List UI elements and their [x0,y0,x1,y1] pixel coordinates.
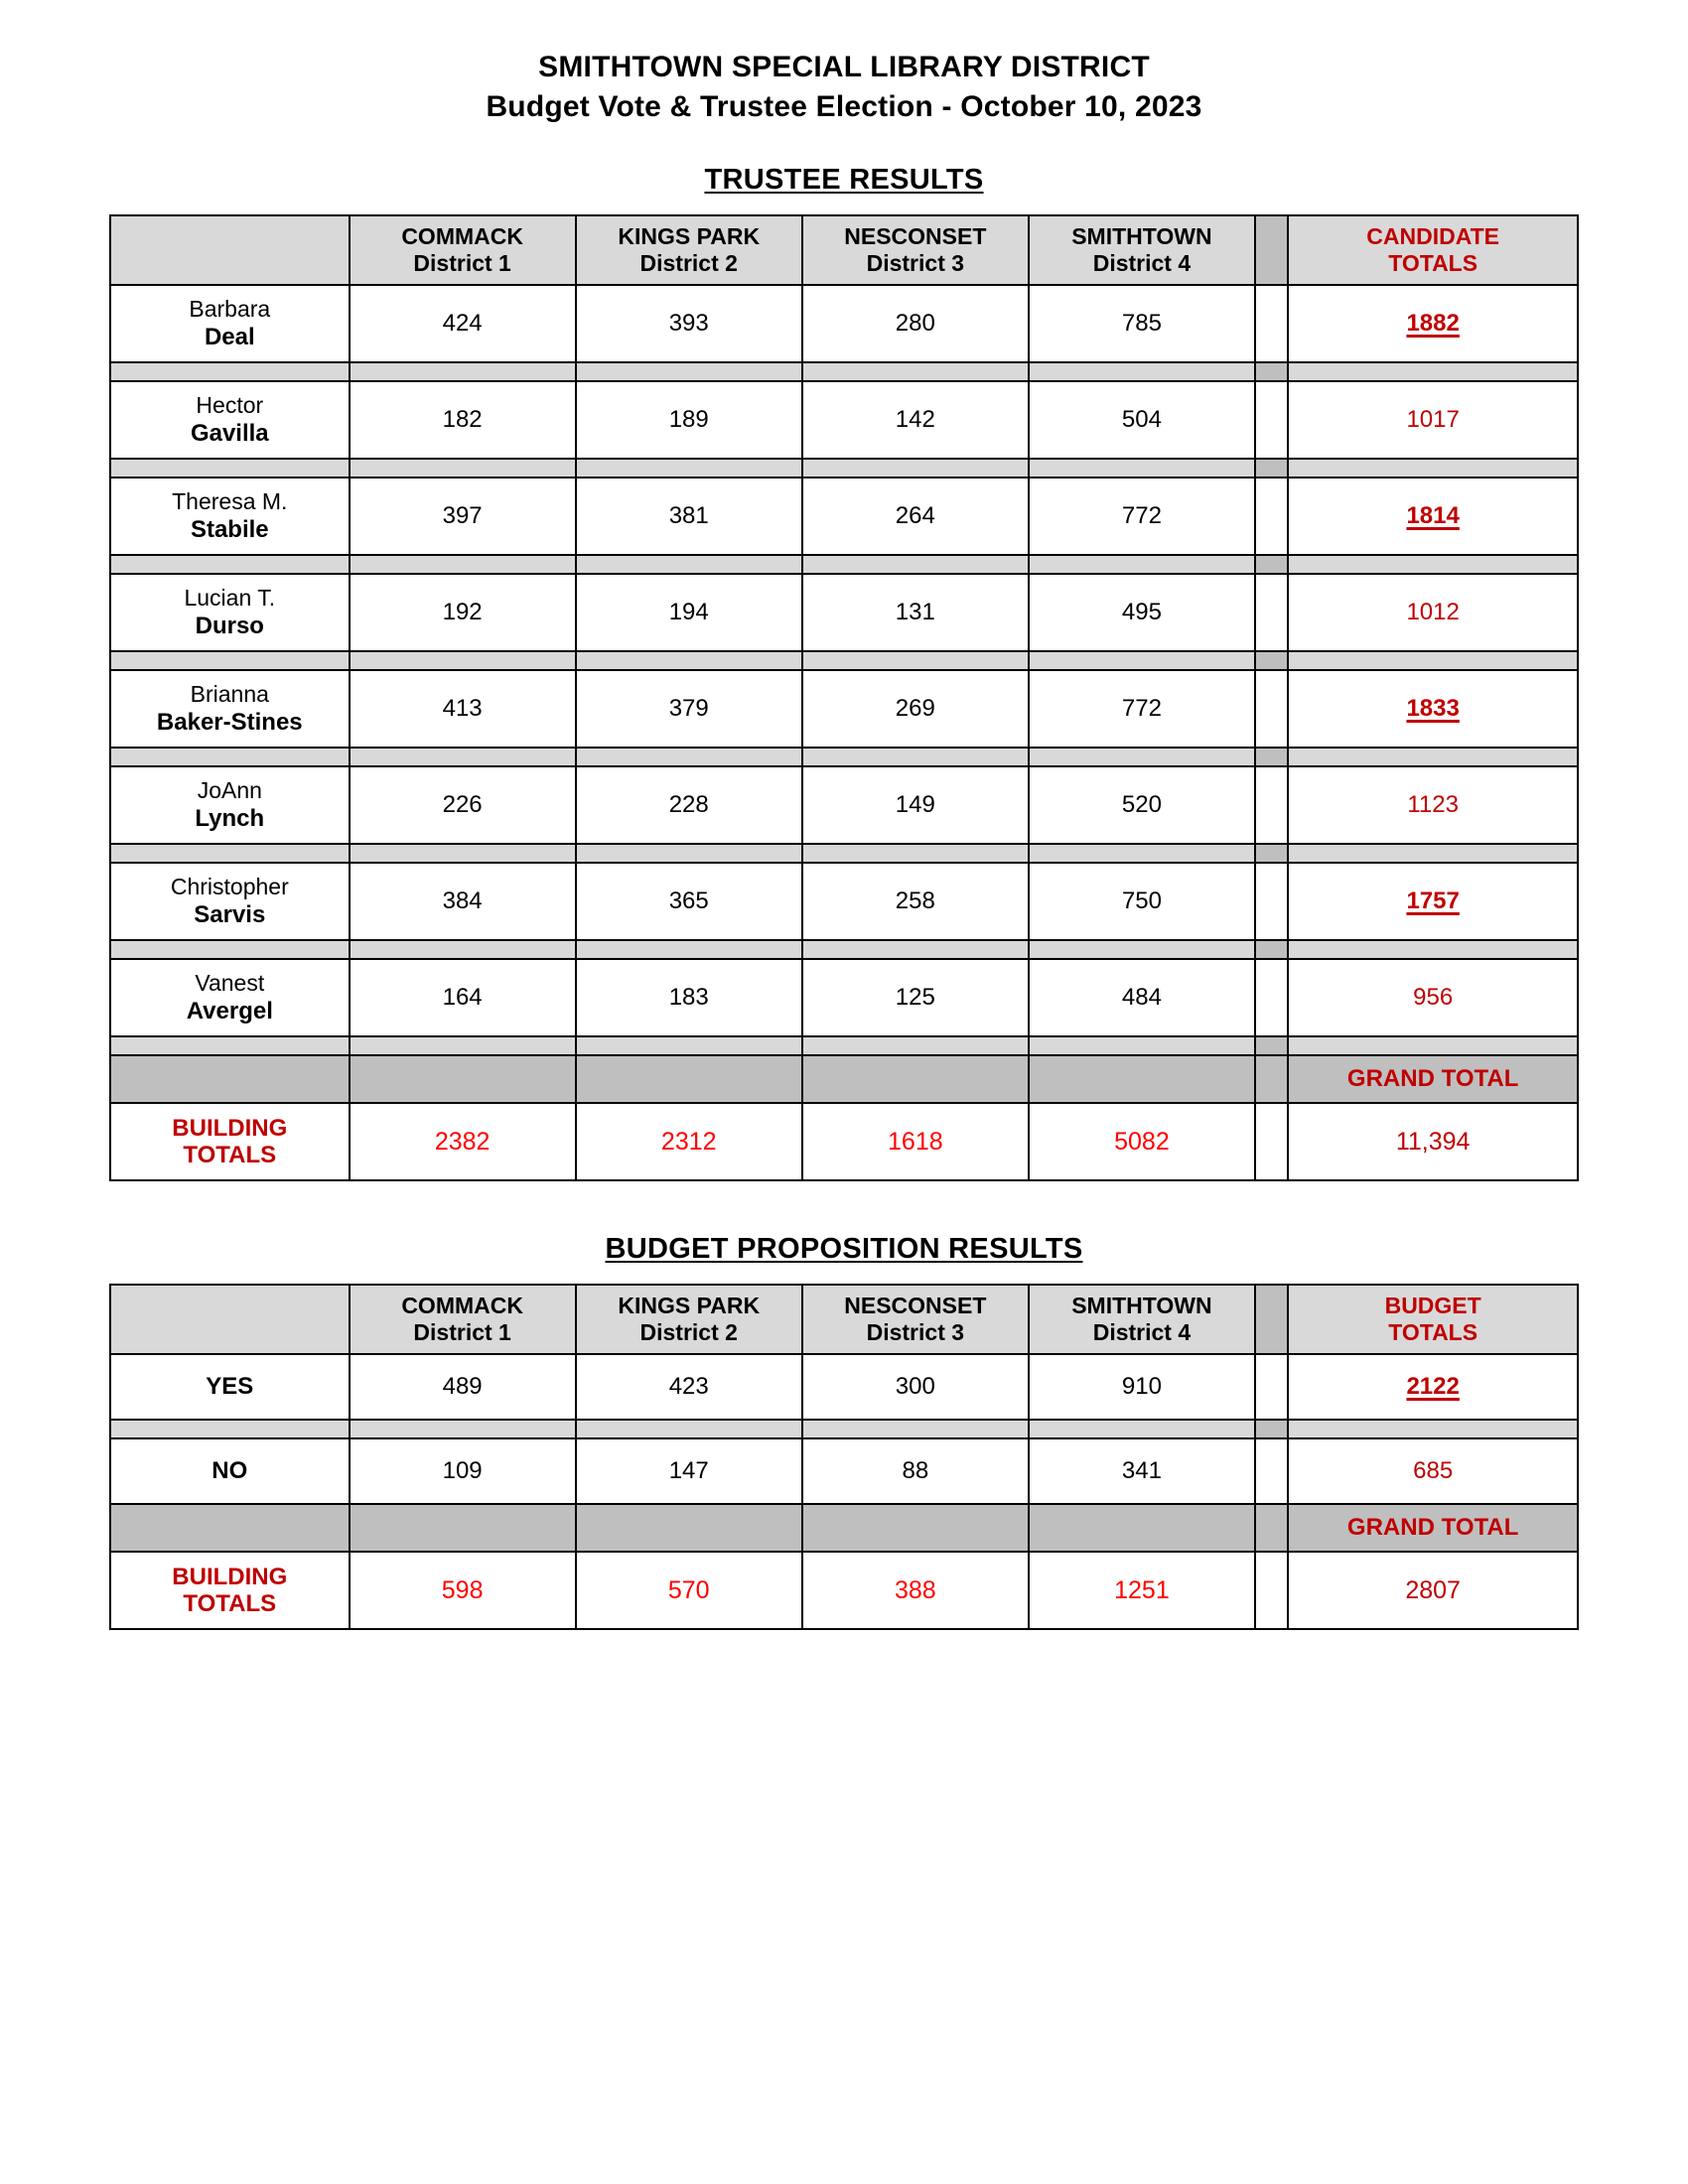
spacer-column-cell [1255,381,1288,459]
building-totals-label [110,1103,350,1180]
vote-count-d3: 125 [802,959,1029,1036]
separator-cell [576,1036,802,1055]
trustee-section-title: TRUSTEE RESULTS [704,164,984,197]
column-name: COMMACK [401,223,523,250]
spacer-column-cell [1255,478,1288,555]
separator-cell [802,844,1029,863]
vote-count-d3: 264 [802,478,1029,555]
building-total-d4: 5082 [1029,1103,1255,1180]
separator-cell [350,1420,576,1438]
candidate-first-name: JoAnn [197,776,262,803]
budget-header-kings-park [576,1285,802,1354]
candidate-name [110,285,350,362]
budget-header-budget-totals [1288,1285,1578,1354]
vote-count-d3: 258 [802,863,1029,940]
candidate-last-name: Deal [204,323,255,350]
grand-band-spacer [1255,1504,1288,1552]
separator-cell [576,459,802,478]
spacer-column-cell [1255,959,1288,1036]
separator-cell [110,1036,350,1055]
candidate-first-name: Lucian T. [184,584,276,611]
budget-header-blank [110,1285,350,1354]
separator-cell [1029,1036,1255,1055]
candidate-total: 1012 [1288,574,1578,651]
budget-total [1288,1354,1578,1420]
separator-cell [1029,844,1255,863]
vote-count-d3: 269 [802,670,1029,748]
candidate-first-name: Vanest [195,969,265,996]
separator-cell [576,1420,802,1438]
grand-band-spacer [1255,1055,1288,1103]
separator-cell [350,1036,576,1055]
grand-band-cell [802,1055,1029,1103]
building-total-d2: 2312 [576,1103,802,1180]
row-separator [110,362,1578,381]
column-district: District 1 [413,1319,511,1346]
separator-cell [576,748,802,766]
budget-building-totals-row [110,1552,1578,1629]
vote-count-d1: 226 [350,766,576,844]
vote-count-d1: 397 [350,478,576,555]
separator-cell [1288,844,1578,863]
separator-spacer [1255,844,1288,863]
column-name: NESCONSET [844,223,987,250]
spacer-column-header [1255,1285,1288,1354]
candidate-name [110,574,350,651]
spacer-column-cell [1255,670,1288,748]
vote-count-d4: 495 [1029,574,1255,651]
vote-count-d1: 413 [350,670,576,748]
budget-results-table [109,1284,1579,1630]
separator-cell [576,844,802,863]
candidate-last-name: Durso [195,612,264,639]
grand-total-label: GRAND TOTAL [1288,1504,1578,1552]
vote-count-d3: 149 [802,766,1029,844]
separator-cell [350,459,576,478]
separator-cell [110,459,350,478]
separator-cell [802,1036,1029,1055]
spacer-column-cell [1255,574,1288,651]
trustee-header-row [110,215,1578,285]
vote-count-d2: 147 [576,1438,802,1504]
vote-count-d4: 504 [1029,381,1255,459]
table-row [110,381,1578,459]
candidate-total [1288,670,1578,748]
trustee-header-smithtown [1029,215,1255,285]
separator-cell [1029,651,1255,670]
column-name: BUDGET [1384,1293,1481,1319]
table-row [110,670,1578,748]
row-separator [110,459,1578,478]
vote-count-d2: 379 [576,670,802,748]
separator-cell [1029,1420,1255,1438]
vote-count-d4: 750 [1029,863,1255,940]
vote-count-d2: 183 [576,959,802,1036]
candidate-first-name: Barbara [189,295,271,322]
vote-count-d3: 142 [802,381,1029,459]
separator-cell [110,651,350,670]
spacer-column-header [1255,215,1288,285]
vote-count-d3: 131 [802,574,1029,651]
candidate-total: 1123 [1288,766,1578,844]
building-total-d1: 598 [350,1552,576,1629]
candidate-total-value: 1757 [1406,887,1460,915]
separator-cell [1288,940,1578,959]
separator-cell [1288,1420,1578,1438]
vote-count-d2: 228 [576,766,802,844]
trustee-table-wrapper [109,214,1579,1181]
vote-count-d4: 772 [1029,670,1255,748]
vote-count-d1: 182 [350,381,576,459]
table-row [110,1354,1578,1420]
vote-count-d1: 489 [350,1354,576,1420]
trustee-header-nesconset [802,215,1029,285]
vote-count-d2: 393 [576,285,802,362]
candidate-last-name: Avergel [186,997,273,1024]
column-district: District 3 [866,250,965,277]
vote-count-d4: 520 [1029,766,1255,844]
table-row [110,1438,1578,1504]
vote-count-d3: 280 [802,285,1029,362]
candidate-name [110,863,350,940]
column-name: COMMACK [401,1293,523,1319]
table-row [110,574,1578,651]
trustee-grand-total-band [110,1055,1578,1103]
budget-header-nesconset [802,1285,1029,1354]
column-district: District 2 [639,1319,738,1346]
grand-band-cell [350,1504,576,1552]
separator-cell [1029,362,1255,381]
candidate-total: 1017 [1288,381,1578,459]
candidate-first-name: Hector [196,391,264,418]
trustee-grand-total-value: 11,394 [1288,1103,1578,1180]
candidate-total [1288,478,1578,555]
separator-cell [110,940,350,959]
separator-cell [350,362,576,381]
column-district: District 3 [866,1319,965,1346]
row-separator [110,651,1578,670]
trustee-results-table [109,214,1579,1181]
separator-cell [802,651,1029,670]
budget-header-row [110,1285,1578,1354]
separator-cell [1288,748,1578,766]
grand-band-cell [576,1504,802,1552]
candidate-first-name: Theresa M. [172,487,288,514]
candidate-name [110,766,350,844]
grand-band-cell [350,1055,576,1103]
candidate-name [110,959,350,1036]
candidate-total-value: 1833 [1406,695,1460,723]
vote-count-d4: 785 [1029,285,1255,362]
separator-cell [802,555,1029,574]
candidate-total [1288,863,1578,940]
trustee-header-kings-park [576,215,802,285]
row-separator [110,844,1578,863]
spacer-column-cell [1255,1552,1288,1629]
budget-section-title: BUDGET PROPOSITION RESULTS [605,1233,1083,1266]
row-separator [110,555,1578,574]
vote-count-d2: 365 [576,863,802,940]
budget-table-wrapper [109,1284,1579,1630]
vote-count-d3: 88 [802,1438,1029,1504]
budget-header-smithtown [1029,1285,1255,1354]
page-subtitle: Budget Vote & Trustee Election - October 10, 2023 [486,89,1202,123]
spacer-column-cell [1255,766,1288,844]
trustee-header-candidate-totals [1288,215,1578,285]
candidate-first-name: Brianna [190,680,269,707]
candidate-first-name: Christopher [170,873,289,899]
building-totals-label-line2: TOTALS [183,1590,277,1618]
separator-cell [802,940,1029,959]
vote-option-label: YES [110,1354,350,1420]
vote-count-d2: 194 [576,574,802,651]
separator-cell [1288,651,1578,670]
vote-count-d2: 189 [576,381,802,459]
separator-spacer [1255,1420,1288,1438]
candidate-name [110,670,350,748]
candidate-last-name: Stabile [190,515,269,543]
separator-spacer [1255,651,1288,670]
separator-cell [1288,459,1578,478]
separator-spacer [1255,459,1288,478]
vote-count-d1: 164 [350,959,576,1036]
building-totals-label-line1: BUILDING [172,1563,288,1590]
separator-cell [1288,555,1578,574]
separator-cell [576,555,802,574]
candidate-name [110,381,350,459]
table-row [110,863,1578,940]
grand-band-cell [576,1055,802,1103]
spacer-column-cell [1255,285,1288,362]
trustee-header-blank [110,215,350,285]
separator-cell [802,459,1029,478]
row-separator [110,748,1578,766]
separator-spacer [1255,1036,1288,1055]
separator-spacer [1255,555,1288,574]
separator-cell [576,362,802,381]
separator-cell [1029,459,1255,478]
column-district: TOTALS [1388,1319,1478,1346]
separator-cell [802,362,1029,381]
separator-cell [1029,555,1255,574]
spacer-column-cell [1255,1354,1288,1420]
vote-count-d4: 910 [1029,1354,1255,1420]
candidate-total-value: 1814 [1406,502,1460,530]
candidate-name [110,478,350,555]
separator-spacer [1255,940,1288,959]
building-total-d3: 1618 [802,1103,1029,1180]
building-totals-label-line2: TOTALS [183,1142,277,1169]
vote-count-d1: 192 [350,574,576,651]
trustee-header-commack [350,215,576,285]
budget-total-value: 2122 [1406,1373,1460,1401]
separator-cell [110,844,350,863]
table-row [110,766,1578,844]
building-total-d4: 1251 [1029,1552,1255,1629]
building-total-d2: 570 [576,1552,802,1629]
candidate-last-name: Baker-Stines [156,708,303,736]
budget-grand-total-value: 2807 [1288,1552,1578,1629]
vote-count-d3: 300 [802,1354,1029,1420]
separator-cell [350,651,576,670]
column-name: SMITHTOWN [1071,223,1212,250]
row-separator [110,1036,1578,1055]
separator-cell [350,844,576,863]
table-row [110,478,1578,555]
separator-cell [350,555,576,574]
grand-band-cell [110,1055,350,1103]
separator-cell [576,940,802,959]
budget-grand-total-band [110,1504,1578,1552]
column-district: District 1 [413,250,511,277]
separator-spacer [1255,362,1288,381]
column-name: KINGS PARK [618,223,761,250]
separator-cell [350,748,576,766]
spacer-column-cell [1255,1438,1288,1504]
separator-cell [110,1420,350,1438]
column-district: TOTALS [1388,250,1478,277]
budget-total: 685 [1288,1438,1578,1504]
separator-cell [110,362,350,381]
vote-option-label: NO [110,1438,350,1504]
candidate-total [1288,285,1578,362]
vote-count-d1: 384 [350,863,576,940]
separator-cell [110,748,350,766]
separator-cell [110,555,350,574]
table-row [110,959,1578,1036]
spacer-column-cell [1255,863,1288,940]
candidate-last-name: Sarvis [194,900,266,928]
row-separator [110,1420,1578,1438]
vote-count-d4: 341 [1029,1438,1255,1504]
building-total-d3: 388 [802,1552,1029,1629]
grand-band-cell [1029,1055,1255,1103]
separator-cell [1288,1036,1578,1055]
vote-count-d1: 109 [350,1438,576,1504]
column-district: District 4 [1092,250,1192,277]
budget-header-commack [350,1285,576,1354]
row-separator [110,940,1578,959]
trustee-building-totals-row [110,1103,1578,1180]
building-totals-label [110,1552,350,1629]
separator-cell [1288,362,1578,381]
separator-spacer [1255,748,1288,766]
column-district: District 4 [1092,1319,1192,1346]
separator-cell [350,940,576,959]
separator-cell [802,1420,1029,1438]
candidate-total-value: 1882 [1406,310,1460,338]
building-totals-label-line1: BUILDING [172,1114,288,1142]
candidate-last-name: Lynch [195,804,265,832]
column-name: SMITHTOWN [1071,1293,1212,1319]
separator-cell [1029,940,1255,959]
grand-band-cell [110,1504,350,1552]
building-total-d1: 2382 [350,1103,576,1180]
vote-count-d1: 424 [350,285,576,362]
table-row [110,285,1578,362]
column-name: NESCONSET [844,1293,987,1319]
separator-cell [802,748,1029,766]
column-name: CANDIDATE [1366,223,1500,250]
candidate-total: 956 [1288,959,1578,1036]
spacer-column-cell [1255,1103,1288,1180]
vote-count-d2: 423 [576,1354,802,1420]
vote-count-d4: 772 [1029,478,1255,555]
page-title: SMITHTOWN SPECIAL LIBRARY DISTRICT [538,51,1150,83]
column-district: District 2 [639,250,738,277]
separator-cell [576,651,802,670]
grand-band-cell [1029,1504,1255,1552]
separator-cell [1029,748,1255,766]
grand-band-cell [802,1504,1029,1552]
candidate-last-name: Gavilla [190,419,269,447]
grand-total-label: GRAND TOTAL [1288,1055,1578,1103]
column-name: KINGS PARK [618,1293,761,1319]
vote-count-d4: 484 [1029,959,1255,1036]
vote-count-d2: 381 [576,478,802,555]
